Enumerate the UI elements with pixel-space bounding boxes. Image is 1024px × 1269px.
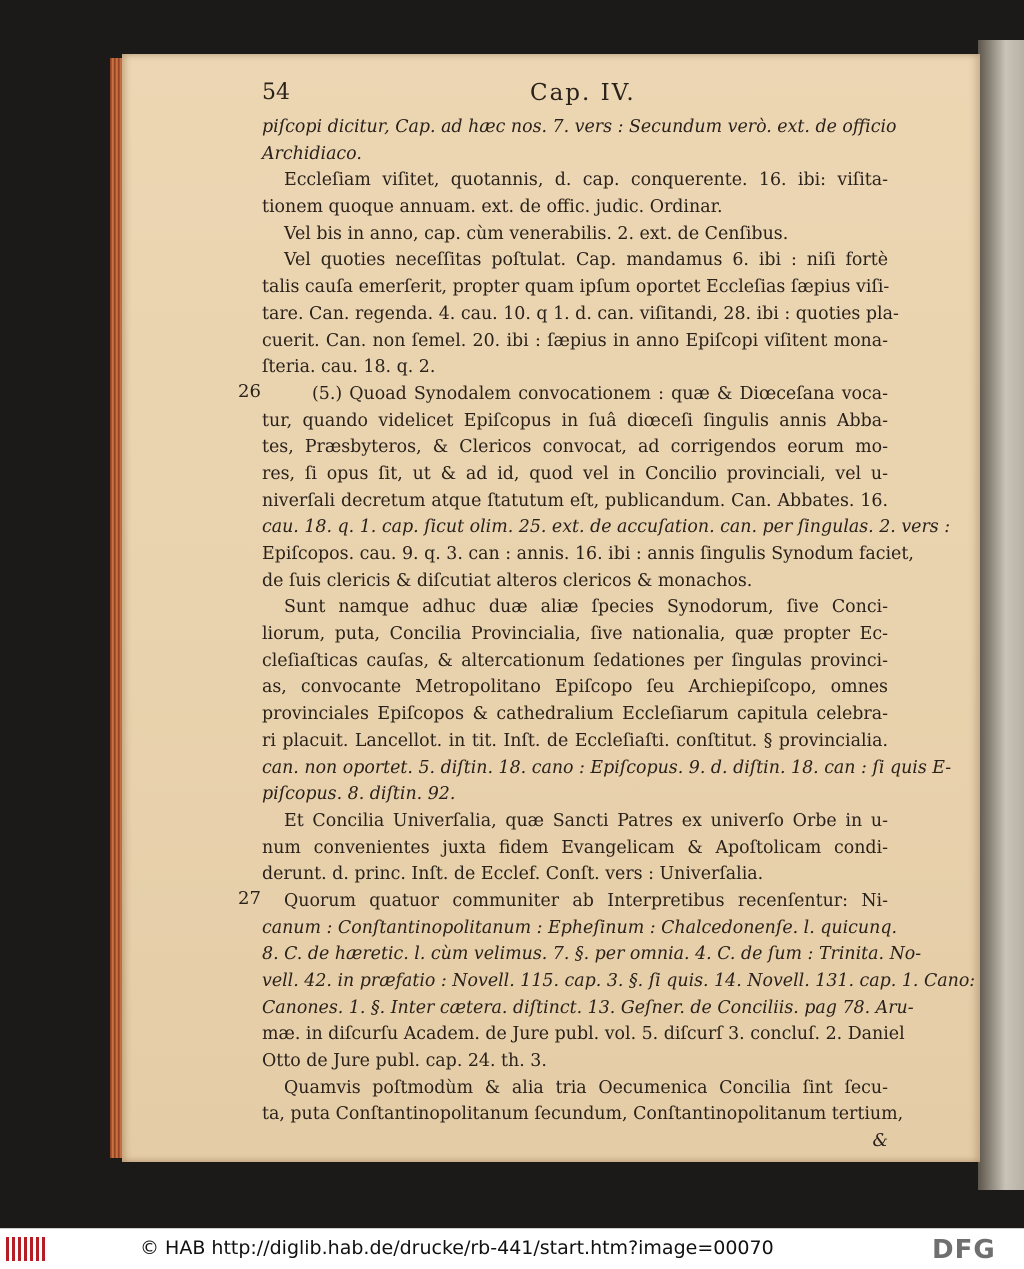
text-line: piſcopi dicitur, Cap. ad hæc nos. 7. vers : Secundum verò. ext. de officio <box>262 117 897 137</box>
catchword: & <box>872 1131 888 1152</box>
text-line: liorum, puta, Concilia Provincialia, ſive nationalia, quæ propter Ec- <box>262 624 888 645</box>
hab-logo-icon <box>6 1237 46 1261</box>
copyright-link[interactable]: © HAB http://diglib.hab.de/drucke/rb-441/start.htm?image=00070 <box>140 1237 774 1259</box>
text-line: tur, quando videlicet Epiſcopus in ſuâ diœceſi ſingulis annis Abba- <box>262 410 888 431</box>
text-line: Archidiaco. <box>262 143 362 164</box>
text-line: Sunt namque adhuc duæ aliæ ſpecies Synodorum, ſive Conci- <box>284 597 888 618</box>
text-line: cuerit. Can. non ſemel. 20. ibi : ſæpius in anno Epiſcopi viſitent mona- <box>262 330 888 351</box>
text-line: tes, Præsbyteros, & Clericos convocat, ad corrigendos eorum mo- <box>262 437 888 458</box>
chapter-title: Cap. IV. <box>530 80 636 106</box>
text-line: Eccleſiam viſitet, quotannis, d. cap. conquerente. 16. ibi: viſita- <box>284 170 888 191</box>
text-line: Epiſcopos. cau. 9. q. 3. can : annis. 16. ibi : annis ſingulis Synodum faciet, <box>262 544 914 564</box>
text-line: tionem quoque annuam. ext. de offic. judic. Ordinar. <box>262 197 723 218</box>
text-line: tare. Can. regenda. 4. cau. 10. q 1. d. can. viſitandi, 28. ibi : quoties pla- <box>262 303 899 324</box>
text-line: ri placuit. Lancellot. in tit. Inſt. de Eccleſiaſti. conſtitut. § provincialia. <box>262 730 888 751</box>
text-line: Vel bis in anno, cap. cùm venerabilis. 2. ext. de Cenſibus. <box>284 223 789 244</box>
page-text <box>238 80 976 1155</box>
viewer-footer <box>0 1228 1024 1269</box>
margin-number: 26 <box>238 380 261 402</box>
text-line: provinciales Epiſcopos & cathedralium Eccleſiarum capitula celebra- <box>262 704 888 725</box>
text-line: niverſali decretum atque ſtatutum eſt, publicandum. Can. Abbates. 16. <box>262 490 888 511</box>
page-number: 54 <box>262 80 290 105</box>
adjacent-page-edge <box>978 40 1024 1190</box>
text-line: can. non oportet. 5. diſtin. 18. cano : Epiſcopus. 9. d. diſtin. 18. can : ſi quis E- <box>262 757 952 778</box>
text-line: Quorum quatuor communiter ab Interpretibus recenſentur: Ni- <box>284 890 888 911</box>
text-line: 8. C. de hæretic. l. cùm velimus. 7. §. per omnia. 4. C. de ſum : Trinita. No- <box>262 944 922 965</box>
text-line: mæ. in diſcurſu Academ. de Jure publ. vol. 5. diſcurſ 3. concluſ. 2. Daniel <box>262 1024 905 1045</box>
text-line: Et Concilia Univerſalia, quæ Sancti Patres ex univerſo Orbe in u- <box>284 810 888 831</box>
text-line: Otto de Jure publ. cap. 24. th. 3. <box>262 1051 547 1072</box>
text-line: Canones. 1. §. Inter cætera. diſtinct. 13. Geſner. de Conciliis. pag 78. Aru- <box>262 997 914 1018</box>
text-line: cleſiaſticas cauſas, & altercationum ſedationes per ſingulas provinci- <box>262 650 888 671</box>
text-line: talis cauſa emerſerit, propter quam ipſum oportet Eccleſias ſæpius viſi- <box>262 277 890 298</box>
text-line: de ſuis clericis & diſcutiat alteros clericos & monachos. <box>262 570 753 591</box>
text-line: cau. 18. q. 1. cap. ſicut olim. 25. ext. de accuſation. can. per ſingulas. 2. vers : <box>262 517 951 538</box>
text-line: as, convocante Metropolitano Epiſcopo ſeu Archiepiſcopo, omnes <box>262 677 888 698</box>
text-line: (5.) Quoad Synodalem convocationem : quæ & Diœceſana voca- <box>312 383 888 404</box>
text-line: ſteria. cau. 18. q. 2. <box>262 357 436 378</box>
text-line: ta, puta Conſtantinopolitanum ſecundum, Conſtantinopolitanum tertium, <box>262 1104 904 1125</box>
text-line: Quamvis poſtmodùm & alia tria Oecumenica Concilia ſint ſecu- <box>284 1077 888 1098</box>
text-line: res, ſi opus ſit, ut & ad id, quod vel in Concilio provinciali, vel u- <box>262 463 888 484</box>
text-line: Vel quoties neceſſitas poſtulat. Cap. mandamus 6. ibi : niſi fortè <box>284 250 888 271</box>
margin-number: 27 <box>238 887 261 909</box>
running-head <box>262 80 888 114</box>
text-line: canum : Conſtantinopolitanum : Epheſinum : Chalcedonenſe. l. quicunq. <box>262 917 897 938</box>
text-line: num convenientes juxta fidem Evangelicam & Apoſtolicam condi- <box>262 837 888 858</box>
dfg-logo: DFG <box>932 1235 996 1265</box>
text-line: derunt. d. princ. Inſt. de Ecclef. Conſt. vers : Univerſalia. <box>262 864 764 885</box>
text-line: vell. 42. in præfatio : Novell. 115. cap. 3. §. ſi quis. 14. Novell. 131. cap. 1. Cano: <box>262 971 976 991</box>
text-line: piſcopus. 8. diſtin. 92. <box>262 784 456 805</box>
